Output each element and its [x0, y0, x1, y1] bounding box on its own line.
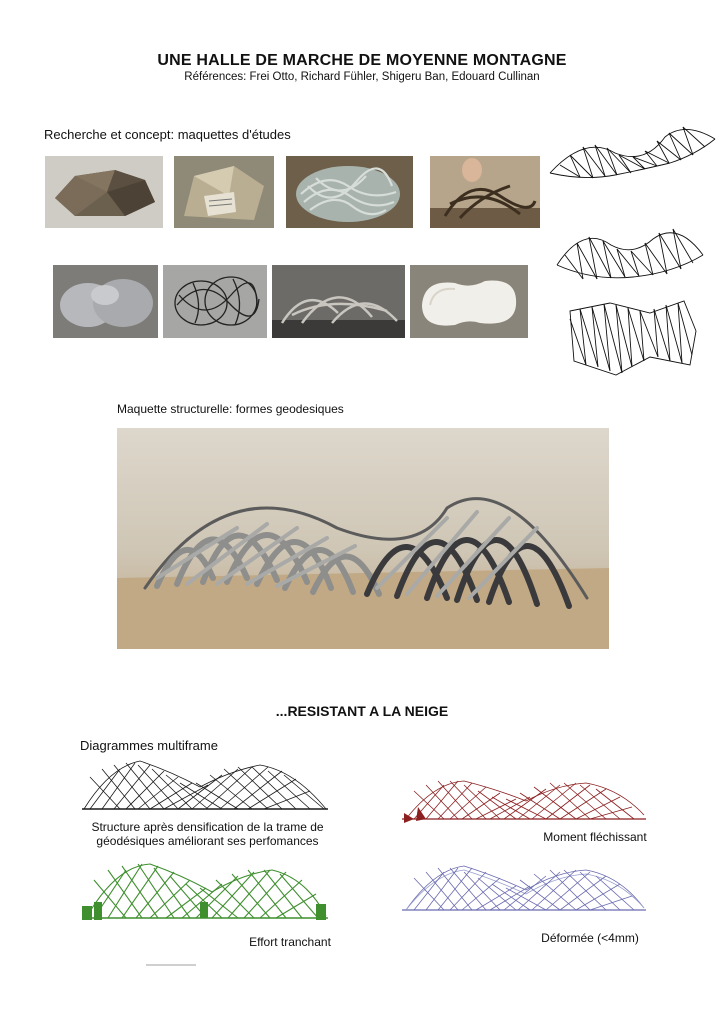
references-line: Références: Frei Otto, Richard Fühler, Shigeru Ban, Edouard Cullinan — [184, 71, 540, 83]
caption-structure-line2: géodésiques améliorant ses perfomances — [96, 834, 319, 848]
diagrams-heading: Diagrammes multiframe — [80, 738, 218, 753]
footer-mark — [146, 964, 196, 966]
photo-faceted-cardboard-model — [45, 156, 163, 228]
diagram-deformed — [400, 860, 650, 914]
caption-structure-line1: Structure après densification de la trame de — [91, 820, 324, 834]
photo-hand-assembling-model — [430, 156, 540, 228]
caption-shear-force: Effort tranchant — [249, 935, 331, 949]
caption-bending-moment: Moment fléchissant — [543, 830, 647, 844]
photo-geodesic-structural-model — [117, 428, 609, 649]
photo-plaster-shell-model — [410, 265, 528, 338]
diagram-shear-force — [80, 858, 330, 924]
snow-heading: ...RESISTANT A LA NEIGE — [275, 703, 449, 719]
diagram-structure-densified — [80, 757, 330, 811]
photo-wire-lattice-model — [163, 265, 267, 338]
structural-heading: Maquette structurelle: formes geodesiques — [117, 402, 344, 416]
wireframe-lattice-perspective — [545, 115, 720, 185]
caption-deformed: Déformée (<4mm) — [541, 931, 639, 945]
diagram-bending-moment — [400, 775, 650, 823]
page-title: UNE HALLE DE MARCHE DE MOYENNE MONTAGNE — [157, 52, 567, 69]
wireframe-lattice-plan — [566, 295, 704, 385]
wireframe-lattice-side — [553, 215, 713, 290]
photo-folded-card-model — [174, 156, 274, 228]
research-heading: Recherche et concept: maquettes d'études — [44, 127, 291, 142]
photo-woven-strips-model — [286, 156, 413, 228]
photo-timber-strip-model — [272, 265, 405, 338]
photo-cushion-model — [53, 265, 158, 338]
